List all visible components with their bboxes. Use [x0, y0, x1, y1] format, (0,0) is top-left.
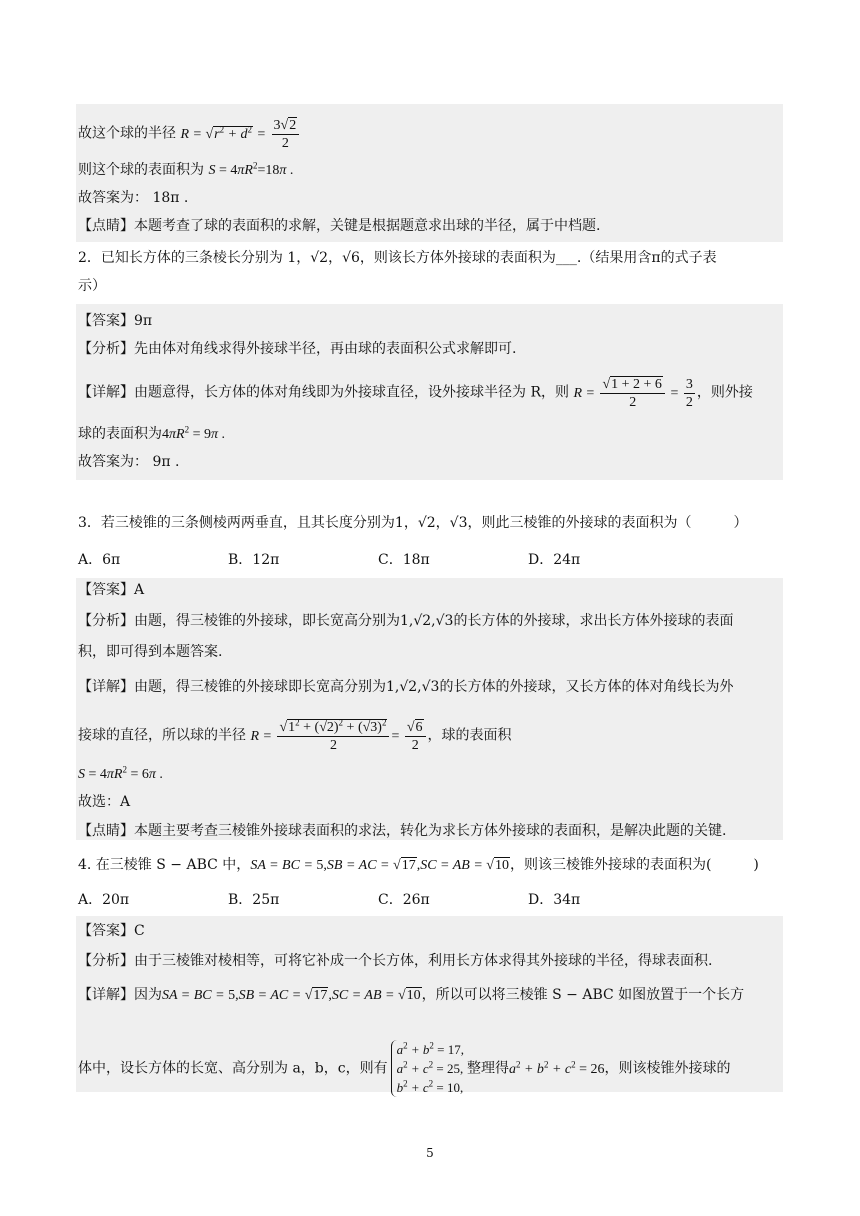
q4-analysis: 【分析】由于三棱锥对棱相等，可将它补成一个长方体，利用长方体求得其外接球的半径，得球表面积. — [78, 953, 713, 969]
q4-option-c: C．26π — [378, 892, 430, 908]
equation-2: $a^2 + c^2 = 25$, — [396, 1059, 464, 1076]
q4-option-d: D．34π — [528, 892, 581, 908]
page-number: 5 — [426, 1146, 434, 1160]
surface-area-line: 则这个球的表面积为 $S = 4\pi R^2=18\pi$ . — [78, 160, 294, 178]
q2-analysis: 【分析】先由体对角线求得外接球半径，再由球的表面积公式求解即可. — [78, 341, 517, 357]
q2-stem: 2．已知长方体的三条棱长分别为 1，√2，√6，则该长方体外接球的表面积为___.（结果用含π的式子表 — [78, 250, 717, 266]
q2-answer: 【答案】9π — [78, 313, 153, 329]
q3-radius-formula: R = $\frac{√1^2 + (√2)^2 + (√3)^2}{2}$ = $\frac{√6}{2}$ — [250, 729, 427, 744]
q2-detail-line2: 球的表面积为$4\pi R^2 = 9\pi$ . — [78, 424, 225, 442]
q4-option-a: A．20π — [78, 892, 130, 908]
q3-option-d: D．24π — [528, 552, 581, 568]
q4-option-b: B．25π — [228, 892, 280, 908]
q4-stem: 4. 在三棱锥 S − ABC 中，SA = BC = 5,SB = AC = √17,SC = AB = √10，则该三棱锥外接球的表面积为( ) — [78, 857, 759, 873]
q2-detail: 【详解】由题意得，长方体的体对角线即为外接球直径，设外接球半径为 R，则 R = $\frac{√1 + 2 + 6}{2}$ = $\frac{3}{2}$ ，则外接 — [78, 377, 753, 410]
q4-answer: 【答案】C — [78, 923, 145, 939]
q3-remark: 【点睛】本题主要考查三棱锥外接球表面积的求法，转化为求长方体外接球的表面积，是解决此题的关键. — [78, 823, 727, 839]
q3-surface-line — [78, 764, 163, 785]
q3-choice: 故选：A — [78, 794, 131, 810]
q2-conclusion: 故答案为： 9π . — [78, 454, 180, 470]
q3-analysis-line2: 积，即可得到本题答案. — [78, 644, 223, 660]
q4-detail-formula: SA = BC = 5,SB = AC = √17,SC = AB = √10 — [162, 988, 421, 1003]
q4-detail-line2: 体中，设长方体的长宽、高分别为 a，b，c，则有 $a^2 + b^2 = 17$, $a^2 + c^2 = 25$, $b^2 + c^2 = 10$, 整理得$a^2 + b^2 + c^2 = 26$，则该棱锥外接球的 — [78, 1040, 731, 1095]
q3-detail-line2: 接球的直径，所以球的半径 R = $\frac{√1^2 + (√2)^2 + (√3)^2}{2}$ = $\frac{√6}{2}$ ，球的表面积 — [78, 717, 512, 753]
remark-line-1: 【点睛】本题考查了球的表面积的求解，关键是根据题意求出球的半径，属于中档题. — [78, 218, 601, 234]
q3-detail: 【详解】由题，得三棱锥的外接球即长宽高分别为1,√2,√3的长方体的外接球，又长方体的体对角线长为外 — [78, 679, 734, 695]
q3-analysis: 【分析】由题，得三棱锥的外接球，即长宽高分别为1,√2,√3的长方体的外接球，求出长方体外接球的表面 — [78, 613, 734, 629]
q3-surface-formula: $S = 4\pi R^2 = 6\pi$ . — [78, 764, 163, 782]
radius-line — [78, 117, 301, 152]
q2-surface-formula: $4\pi R^2 = 9\pi$ . — [162, 424, 225, 442]
q3-option-a: A．6π — [78, 552, 121, 568]
equation-system — [391, 1040, 464, 1097]
q4-sum-formula: $a^2 + b^2 + c^2 = 26$ — [508, 1058, 605, 1077]
q2-stem-line2: 示） — [78, 278, 106, 294]
q4-stem-formula: SA = BC = 5,SB = AC = √17,SC = AB = √10 — [250, 858, 509, 873]
radius-formula: $R = √r^2 + d^2$ = $\frac{3√2}{2}$ — [180, 127, 301, 142]
q3-stem: 3．若三棱锥的三条侧棱两两垂直，且其长度分别为1，√2，√3，则此三棱锥的外接球的表面积为（ ） — [78, 515, 748, 531]
q4-detail: 【详解】因为SA = BC = 5,SB = AC = √17,SC = AB = √10，所以可以将三棱锥 S − ABC 如图放置于一个长方 — [78, 987, 745, 1003]
q3-answer: 【答案】A — [78, 582, 145, 598]
q3-option-c: C．18π — [378, 552, 430, 568]
equation-3: $b^2 + c^2 = 10$, — [396, 1078, 464, 1095]
equation-1: $a^2 + b^2 = 17$, — [396, 1040, 464, 1057]
answer-line-1: 故答案为： 18π . — [78, 190, 189, 206]
q2-radius-formula: R = $\frac{√1 + 2 + 6}{2}$ = $\frac{3}{2}$ — [573, 377, 693, 410]
surface-formula: $S = 4\pi R^2=18\pi$ . — [208, 160, 294, 178]
q3-option-b: B．12π — [228, 552, 280, 568]
radius-text: 故这个球的半径 — [78, 125, 176, 142]
